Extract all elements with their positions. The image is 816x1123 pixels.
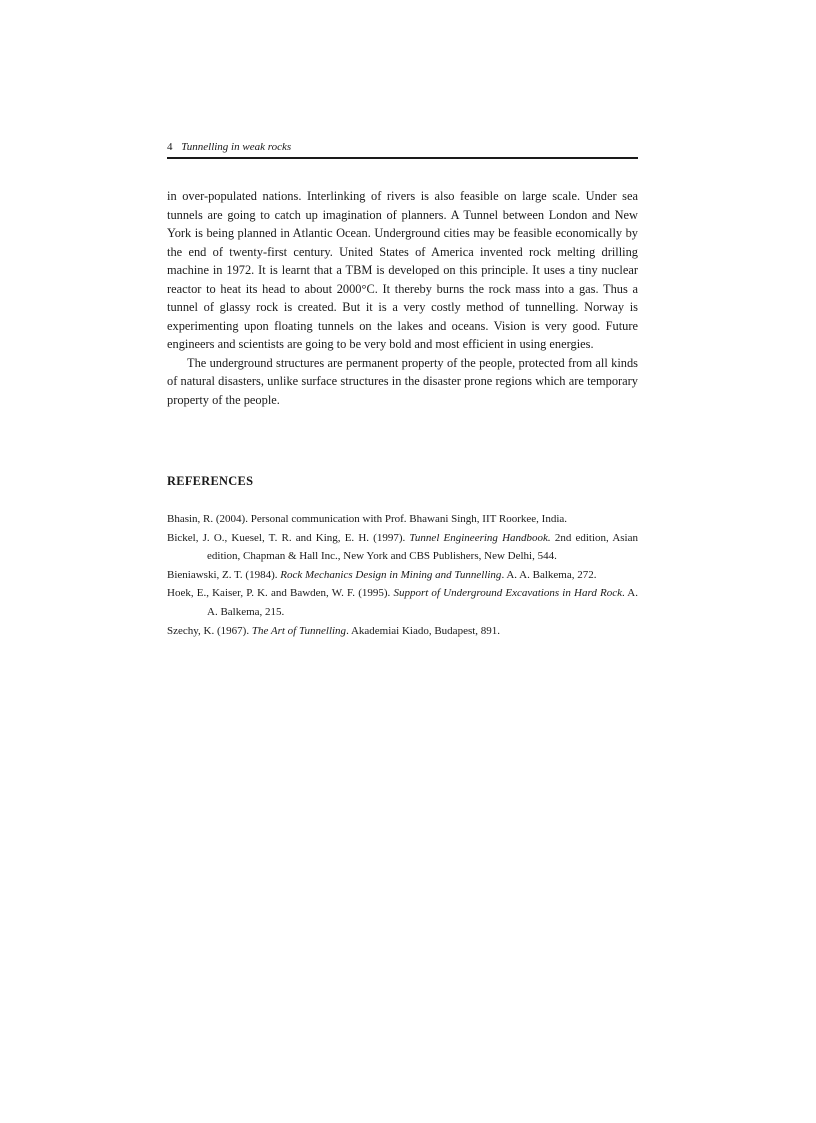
reference-text: Szechy, K. (1967). [167,624,252,637]
reference-text: Hoek, E., Kaiser, P. K. and Bawden, W. F. (1995). [167,587,394,600]
reference-title: Rock Mechanics Design in Mining and Tunnelling [280,568,502,581]
reference-title: Tunnel Engineering Handbook. [409,531,551,544]
reference-text: Bickel, J. O., Kuesel, T. R. and King, E. H. (1997). [167,531,410,544]
reference-item [167,584,638,621]
reference-title: The Art of Tunnelling [251,624,347,637]
running-head [167,139,638,155]
header-rule [167,157,638,159]
reference-title: Support of Underground Excavations in Hard Rock [393,587,622,600]
reference-item [167,566,638,585]
reference-text: . A. A. Balkema, 272. [501,568,597,581]
reference-text: Bieniawski, Z. T. (1984). [167,568,281,581]
reference-item [167,622,638,641]
reference-item [167,510,638,529]
running-title: Tunnelling in weak rocks [181,141,292,153]
body-paragraph: The underground structures are permanent property of the people, protected from all kinds of natural disasters, unlike surface structures in the disaster prone regions which are temporary property of the people. [167,355,638,407]
body-text [167,187,638,409]
reference-text: 2nd edition, Asian edition, Chapman & Hall Inc., New York and CBS Publishers, New Delhi, 544. [207,531,638,563]
references-heading: REFERENCES [167,474,254,488]
reference-text: . A. A. Balkema, 215. [207,587,638,618]
reference-item [167,529,638,566]
references-list [167,510,638,640]
reference-text: Bhasin, R. (2004). Personal communication with Prof. Bhawani Singh, IIT Roorkee, India. [167,513,568,525]
reference-text: . Akademiai Kiado, Budapest, 891. [346,624,501,637]
page-number: 4 [167,141,173,153]
body-paragraph: in over-populated nations. Interlinking of rivers is also feasible on large scale. Under sea tunnels are going to catch up imagination of planners. A Tunnel between London and New York is being planned in Atlantic Ocean. Underground cities may be feasible economically by the end of twenty-first century. United States of America invented rock melting drilling machine in 1972. It is learnt that a TBM is developed on this principle. It uses a tiny nuclear reactor to heat its head to about 2000°C. It thereby burns the rock mass into a gas. Thus a tunnel of glassy rock is created. But it is a very costly method of tunnelling. Norway is experimenting upon floating tunnels on the lakes and oceans. Vision is very good. Future engineers and scientists are going to be very bold and most efficient in using energies. [167,189,638,351]
